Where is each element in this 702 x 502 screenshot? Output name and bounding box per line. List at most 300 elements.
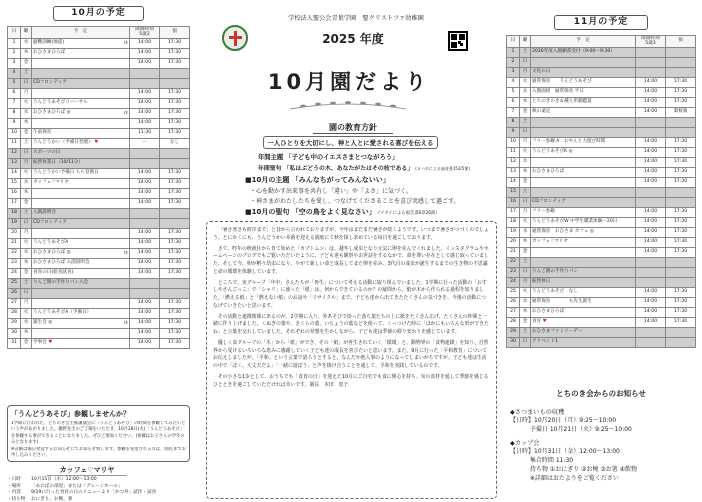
policy-point: ・神さまがわたしたちを愛し、つなげてくださることを喜び実感して過ごす。	[250, 197, 460, 205]
plan-cell	[32, 129, 130, 139]
day-cell-text: 18	[11, 210, 17, 216]
undoasobi-notice-note: ※詳細は後日発送するお知らせにてお知らせ致します。参観を希望される方は、園長までお申し込みください。	[11, 446, 186, 459]
cafe-maria-title: カッフェ♡マリヤ	[47, 465, 127, 476]
day-cell	[507, 128, 520, 138]
month-verse-ref: (マタイによる福音書6章26節)	[378, 211, 437, 216]
weekday-cell-text: 水	[23, 180, 29, 186]
calendar-row	[507, 98, 696, 108]
calendar-row	[8, 259, 190, 269]
weekday-cell	[21, 79, 32, 89]
dismissal-cell-text: 14:00	[137, 90, 152, 96]
header-weekday: 曜	[21, 27, 32, 39]
plan-cell-text: カッフェ♡マリヤ	[33, 180, 69, 186]
day-cell	[507, 278, 520, 288]
weekday-cell-text: 日	[522, 269, 528, 275]
header-weekday: 曜	[520, 36, 531, 48]
weekday-cell	[21, 339, 32, 349]
day-cell-text: 12	[11, 150, 17, 156]
harvest-title: ◆さつまいもの収穫	[510, 409, 565, 416]
plan-cell-text: 誕生会	[33, 320, 47, 326]
weekday-cell-text: 月	[522, 139, 528, 145]
calendar-row	[507, 278, 696, 288]
cafe-item-text: 「あおばの部屋」または「グレーンホール」	[31, 483, 123, 489]
care-cell	[160, 179, 190, 189]
weekday-cell-text: 木	[23, 260, 29, 266]
november-column	[506, 0, 696, 483]
day-cell	[507, 148, 520, 158]
day-cell	[8, 259, 21, 269]
closure-note: 休	[124, 320, 128, 326]
day-cell-text: 13	[510, 169, 516, 175]
weekday-cell	[520, 118, 531, 128]
weekday-cell-text: 日	[522, 199, 528, 205]
care-cell-text: 17:30	[673, 209, 688, 215]
calendar-row	[507, 308, 696, 318]
day-cell	[8, 319, 21, 329]
day-cell-text: 17	[11, 200, 17, 206]
day-cell-text: 8	[12, 110, 16, 116]
care-cell-text: 17:30	[167, 240, 182, 246]
care-cell-text: 17:30	[673, 289, 688, 295]
plan-cell	[32, 99, 130, 109]
care-cell-text: 17:30	[673, 79, 688, 85]
newsletter-title: 10月園だより	[267, 70, 431, 94]
dismissal-cell-text: 14:00	[137, 200, 152, 206]
plan-cell	[531, 308, 636, 318]
policy-point: ・心を動かす出来事を共有し「違い」や「よさ」に気づく。	[250, 188, 412, 195]
dismissal-cell	[130, 199, 160, 209]
weekday-cell	[21, 219, 32, 229]
calendar-row	[507, 178, 696, 188]
dismissal-cell-text: 14:00	[137, 240, 152, 246]
weekday-cell-text: 土	[23, 140, 29, 146]
weekday-cell-text: 月	[23, 90, 29, 96]
dismissal-cell-text: 14:00	[137, 270, 152, 276]
day-cell-text: 5	[511, 89, 515, 95]
dismissal-cell-text: 14:00	[137, 170, 152, 176]
care-cell-text: 17:30	[673, 139, 688, 145]
notice-line: 集合時間 11:30	[510, 456, 574, 464]
october-calendar-table	[7, 26, 190, 349]
care-cell	[160, 239, 190, 249]
care-cell-text: 17:30	[167, 260, 182, 266]
day-cell-text: 23	[510, 269, 516, 275]
day-cell-text: 9	[12, 120, 16, 126]
annual-verse	[258, 163, 503, 172]
weekday-cell	[520, 338, 531, 348]
weekday-cell-text: 土	[522, 259, 528, 265]
calendar-row	[8, 99, 190, 109]
heart-icon: ♥	[92, 140, 99, 146]
plan-cell-text: おひさまひろば	[33, 250, 66, 256]
plan-cell	[32, 159, 130, 169]
day-cell	[507, 88, 520, 98]
care-cell-text: 17:30	[673, 159, 688, 165]
day-cell-text: 15	[510, 189, 516, 195]
annual-theme-label: 年間主題	[258, 154, 284, 161]
day-cell-text: 1	[12, 40, 16, 46]
closure-note: 休	[124, 110, 128, 116]
calendar-row	[8, 179, 190, 189]
weekday-cell-text: 金	[522, 179, 528, 185]
weekday-cell	[520, 48, 531, 58]
day-cell	[8, 99, 21, 109]
weekday-cell	[21, 239, 32, 249]
care-cell	[160, 79, 190, 89]
plan-cell	[531, 338, 636, 348]
main-column	[198, 0, 500, 502]
plan-cell	[32, 69, 130, 79]
care-cell-text: 17:30	[673, 319, 688, 325]
calendar-row	[8, 329, 190, 339]
dismissal-cell	[130, 179, 160, 189]
plan-cell	[531, 198, 636, 208]
calendar-row	[8, 319, 190, 329]
dismissal-cell	[636, 208, 666, 218]
care-cell-text: 17:30	[167, 100, 182, 106]
dismissal-cell	[636, 78, 666, 88]
day-cell-text: 22	[11, 250, 17, 256]
weekday-cell-text: 木	[522, 239, 528, 245]
care-cell	[160, 59, 190, 69]
day-cell	[507, 48, 520, 58]
dismissal-cell	[636, 258, 666, 268]
weekday-cell-text: 木	[522, 99, 528, 105]
day-cell	[507, 138, 520, 148]
day-cell	[8, 109, 21, 119]
essay-paragraph: 優しく食グループの「木」から「紙」ができ、その「紙」が再生されていく「循環」と、動物界の「食物連鎖」を知り、自然界から受けるいろいろな恵みに感謝していく子ども達の成長を喜びたいと思います。また、9月に行った「平和教育」についてお伝えしましたが、「平和」という言葉で語ろうとすると、なんだか他人事のようになってしまいがちですが、子ども達は生活の中で「ぼく、大丈夫だよ」「一緒に遊ぼう」と声を掛け合うことを通して、平和を実践しているのです。	[213, 339, 489, 369]
day-cell-text: 2	[511, 59, 515, 65]
dismissal-cell	[636, 338, 666, 348]
dismissal-cell	[636, 218, 666, 228]
dismissal-cell-text: 14:00	[137, 250, 152, 256]
day-cell-text: 3	[511, 69, 515, 75]
plan-cell-text: うんどうあそびリハーサル	[33, 100, 88, 106]
day-cell	[8, 279, 21, 289]
calendar-row	[8, 289, 190, 299]
cafe-item-text: 9/19に行った食育の日のメニューより「かつ丼」試作・試食	[31, 490, 157, 496]
calendar-row	[8, 229, 190, 239]
weekday-cell	[21, 119, 32, 129]
day-cell	[8, 269, 21, 279]
calendar-row	[8, 339, 190, 349]
weekday-cell	[520, 328, 531, 338]
day-cell	[8, 149, 21, 159]
closure-note: 休	[124, 250, 128, 256]
calendar-row	[8, 119, 190, 129]
care-cell	[666, 318, 696, 328]
plan-cell	[32, 189, 130, 199]
day-cell	[8, 329, 21, 339]
weekday-cell-text: 金	[23, 200, 29, 206]
plan-cell	[531, 248, 636, 258]
dismissal-cell	[636, 288, 666, 298]
dismissal-cell	[130, 129, 160, 139]
dismissal-cell	[636, 88, 666, 98]
dismissal-cell	[636, 318, 666, 328]
care-cell	[666, 68, 696, 78]
plan-cell	[32, 179, 130, 189]
calendar-row	[507, 108, 696, 118]
weekday-cell-text: 水	[522, 89, 528, 95]
weekday-cell	[21, 249, 32, 259]
dismissal-cell-text: 14:00	[643, 79, 658, 85]
plan-cell	[32, 139, 130, 149]
weekday-cell-text: 水	[23, 250, 29, 256]
weekday-cell-text: 金	[23, 270, 29, 276]
day-cell-text: 9	[511, 129, 515, 135]
plan-cell	[32, 329, 130, 339]
plan-cell	[32, 109, 130, 119]
care-cell	[160, 249, 190, 259]
weekday-cell-text: 土	[23, 280, 29, 286]
cafe-item-label: ・持ち物	[7, 496, 26, 502]
care-cell	[160, 229, 190, 239]
dismissal-cell	[636, 148, 666, 158]
weekday-cell	[520, 158, 531, 168]
dismissal-cell	[636, 118, 666, 128]
month-verse	[245, 207, 500, 217]
plan-cell	[32, 309, 130, 319]
circle-mark-icon: ◎	[65, 110, 71, 116]
day-cell-text: 29	[11, 320, 17, 326]
essay-paragraph: ところで、実グループ「年中」さんたちが「再生」について考える活動に取り組んでいました。1学期に行った活動の「おすしやさんごっこ」で「シャリ」に使った「紙」は、何からできているのか？の疑問から、紙が木から作られる過程を知りました。「燃える紙」と「燃えない紙」のお話や「リサイクル」まで、子ども達から出てきたたくさんの気づきを、今後の活動につなげていきたいと思います。	[213, 279, 487, 309]
calendar-row	[507, 58, 696, 68]
dismissal-cell	[636, 198, 666, 208]
undoasobi-notice-body: 1学期に行われた、とちのき会主催講演会に「うんどうあそび」の時間を参観してみたいという声があがりました。親野先生のご了解をいただき、10月28日(火)「うんどうあそび」を参観する事ができることになりました。ぜひご参加ください。(参観はお子さんの学年のみとなります)	[11, 421, 186, 446]
header-dismissal-sub: 5歳3	[139, 31, 150, 37]
weekday-cell	[21, 49, 32, 59]
care-cell-text: 17:30	[673, 169, 688, 175]
day-cell	[8, 179, 21, 189]
month-theme	[245, 175, 495, 185]
plan-cell-text: うんどうあそびW 中学生職業体験〜20日	[532, 219, 618, 225]
care-cell-text: 17:30	[167, 60, 182, 66]
calendar-row	[8, 219, 190, 229]
weekday-cell	[21, 109, 32, 119]
calendar-row	[507, 328, 696, 338]
care-cell	[160, 289, 190, 299]
dismissal-cell	[130, 159, 160, 169]
dismissal-cell	[636, 268, 666, 278]
calendar-row	[8, 89, 190, 99]
day-cell	[8, 199, 21, 209]
day-cell	[507, 288, 520, 298]
dismissal-cell	[130, 209, 160, 219]
dismissal-cell-text: 14:00	[643, 289, 658, 295]
weekday-cell	[520, 258, 531, 268]
care-cell	[160, 309, 190, 319]
calendar-row	[8, 129, 190, 139]
day-cell-text: 12	[510, 159, 516, 165]
day-cell	[8, 159, 21, 169]
day-cell-text: 14	[11, 170, 17, 176]
care-cell	[666, 178, 696, 188]
dismissal-cell	[130, 329, 160, 339]
weekday-cell-text: 日	[23, 220, 29, 226]
care-cell-text: 17:30	[167, 90, 182, 96]
cup-meeting-details	[510, 447, 696, 484]
day-cell	[507, 318, 520, 328]
care-cell-text: 17:30	[673, 309, 688, 315]
plan-cell	[32, 59, 130, 69]
weekday-cell-text: 月	[23, 160, 29, 166]
dismissal-cell-text: 14:00	[643, 309, 658, 315]
day-cell	[507, 78, 520, 88]
calendar-row	[507, 268, 696, 278]
weekday-cell	[21, 259, 32, 269]
plan-cell	[32, 269, 130, 279]
calendar-row	[507, 118, 696, 128]
calendar-row	[507, 228, 696, 238]
care-cell	[160, 219, 190, 229]
day-cell-text: 4	[12, 70, 16, 76]
cafe-item-label: ・日時	[7, 477, 21, 482]
plan-cell	[531, 68, 636, 78]
month-theme-text: 「みんなちがってみんないい」	[291, 176, 390, 184]
calendar-row	[8, 139, 190, 149]
weekday-cell-text: 月	[522, 69, 528, 75]
calendar-row	[8, 159, 190, 169]
calendar-row	[507, 158, 696, 168]
calendar-row	[8, 279, 190, 289]
weekday-cell-text: 土	[522, 119, 528, 125]
day-cell	[8, 119, 21, 129]
day-cell	[507, 198, 520, 208]
dismissal-cell-text: 14:00	[137, 230, 152, 236]
plan-cell	[531, 238, 636, 248]
weekday-cell	[520, 108, 531, 118]
care-cell	[160, 169, 190, 179]
dismissal-cell	[636, 278, 666, 288]
plan-cell	[531, 168, 636, 178]
plan-cell-text: おひさまひろば	[532, 169, 565, 175]
care-cell	[666, 338, 696, 348]
care-cell	[666, 248, 696, 258]
calendar-row	[8, 39, 190, 49]
care-cell	[666, 188, 696, 198]
day-cell-text: 30	[510, 339, 516, 345]
weekday-cell	[520, 98, 531, 108]
care-cell-text: 17:30	[167, 340, 182, 346]
weekday-cell-text: 火	[522, 219, 528, 225]
plan-cell	[531, 298, 636, 308]
weekday-cell-text: 土	[23, 70, 29, 76]
plan-cell-text: うんどうあそび なし	[532, 289, 578, 295]
care-cell	[666, 258, 696, 268]
plan-cell	[531, 78, 636, 88]
notice-line: 持ち物 ①おにぎり ②お椀 ③お箸 ④飲物	[510, 466, 638, 474]
dismissal-cell	[130, 189, 160, 199]
plan-cell	[531, 288, 636, 298]
plan-cell-text: フリー参観	[532, 209, 555, 215]
plan-cell	[32, 169, 130, 179]
dismissal-cell	[130, 259, 160, 269]
day-cell-text: 31	[11, 340, 17, 346]
care-cell	[160, 279, 190, 289]
plan-cell	[531, 178, 636, 188]
dismissal-cell-text: 14:00	[137, 330, 152, 336]
calendar-row	[8, 69, 190, 79]
plan-cell-text: CDフロンティア	[33, 80, 67, 86]
weekday-cell-text: 火	[23, 100, 29, 106]
day-cell	[507, 298, 520, 308]
plan-cell	[32, 149, 130, 159]
plan-cell-text: うんどうかい予備日 ちち登園日	[33, 170, 99, 176]
plan-cell	[531, 268, 636, 278]
weekday-cell-text: 日	[23, 150, 29, 156]
day-cell-text: 17	[510, 209, 516, 215]
calendar-row	[507, 338, 696, 348]
calendar-row	[8, 59, 190, 69]
dismissal-cell	[130, 149, 160, 159]
care-cell	[160, 39, 190, 49]
day-cell	[507, 68, 520, 78]
dismissal-cell	[130, 99, 160, 109]
weekday-cell-text: 木	[23, 330, 29, 336]
care-cell-text: 菓桜鳩	[673, 109, 688, 115]
calendar-row	[507, 68, 696, 78]
day-cell-text: 23	[11, 260, 17, 266]
dismissal-cell-text: 14:00	[643, 169, 658, 175]
care-cell	[666, 108, 696, 118]
dismissal-cell-text: 14:00	[643, 239, 658, 245]
header-dismissal-label: 降園時刻	[135, 26, 154, 32]
plan-cell-text: 入園面接 通常保育 半日	[532, 89, 584, 95]
month-verse-label: ■10月の聖句	[245, 208, 290, 216]
day-cell	[8, 219, 21, 229]
dismissal-cell	[636, 188, 666, 198]
weekday-cell	[520, 88, 531, 98]
plan-cell	[32, 259, 130, 269]
day-cell	[507, 188, 520, 198]
cafe-maria-box	[7, 465, 190, 500]
care-cell-text: 17:30	[167, 330, 182, 336]
calendar-row	[507, 168, 696, 178]
plan-cell-text: おひさまひろば	[532, 309, 565, 315]
day-cell	[507, 248, 520, 258]
weekday-cell-text: 日	[23, 80, 29, 86]
month-theme-label: ■10月の主題	[245, 176, 290, 184]
dismissal-cell	[130, 299, 160, 309]
dismissal-cell	[130, 139, 160, 149]
day-cell	[8, 49, 21, 59]
calendar-row	[8, 299, 190, 309]
dismissal-cell	[636, 168, 666, 178]
plan-cell	[531, 218, 636, 228]
october-column	[7, 0, 190, 502]
dismissal-cell-text: 14:00	[643, 319, 658, 325]
plan-cell-text: うんどうかい（予備日翌週）	[33, 140, 93, 146]
plan-cell-text: スポーツの日	[33, 150, 61, 156]
dismissal-cell-text: 14:00	[643, 159, 658, 165]
day-cell	[8, 139, 21, 149]
calendar-row	[507, 148, 696, 158]
plan-cell	[32, 279, 130, 289]
day-cell	[8, 189, 21, 199]
plan-cell	[32, 119, 130, 129]
dismissal-cell	[130, 249, 160, 259]
plan-cell-text: CDフロンティア	[33, 220, 67, 226]
plan-cell	[531, 58, 636, 68]
day-cell	[507, 118, 520, 128]
weekday-cell	[21, 329, 32, 339]
calendar-row	[8, 209, 190, 219]
day-cell-text: 21	[510, 249, 516, 255]
plan-cell	[32, 249, 130, 259]
calendar-row	[8, 49, 190, 59]
care-cell-text: 17:30	[167, 300, 182, 306]
